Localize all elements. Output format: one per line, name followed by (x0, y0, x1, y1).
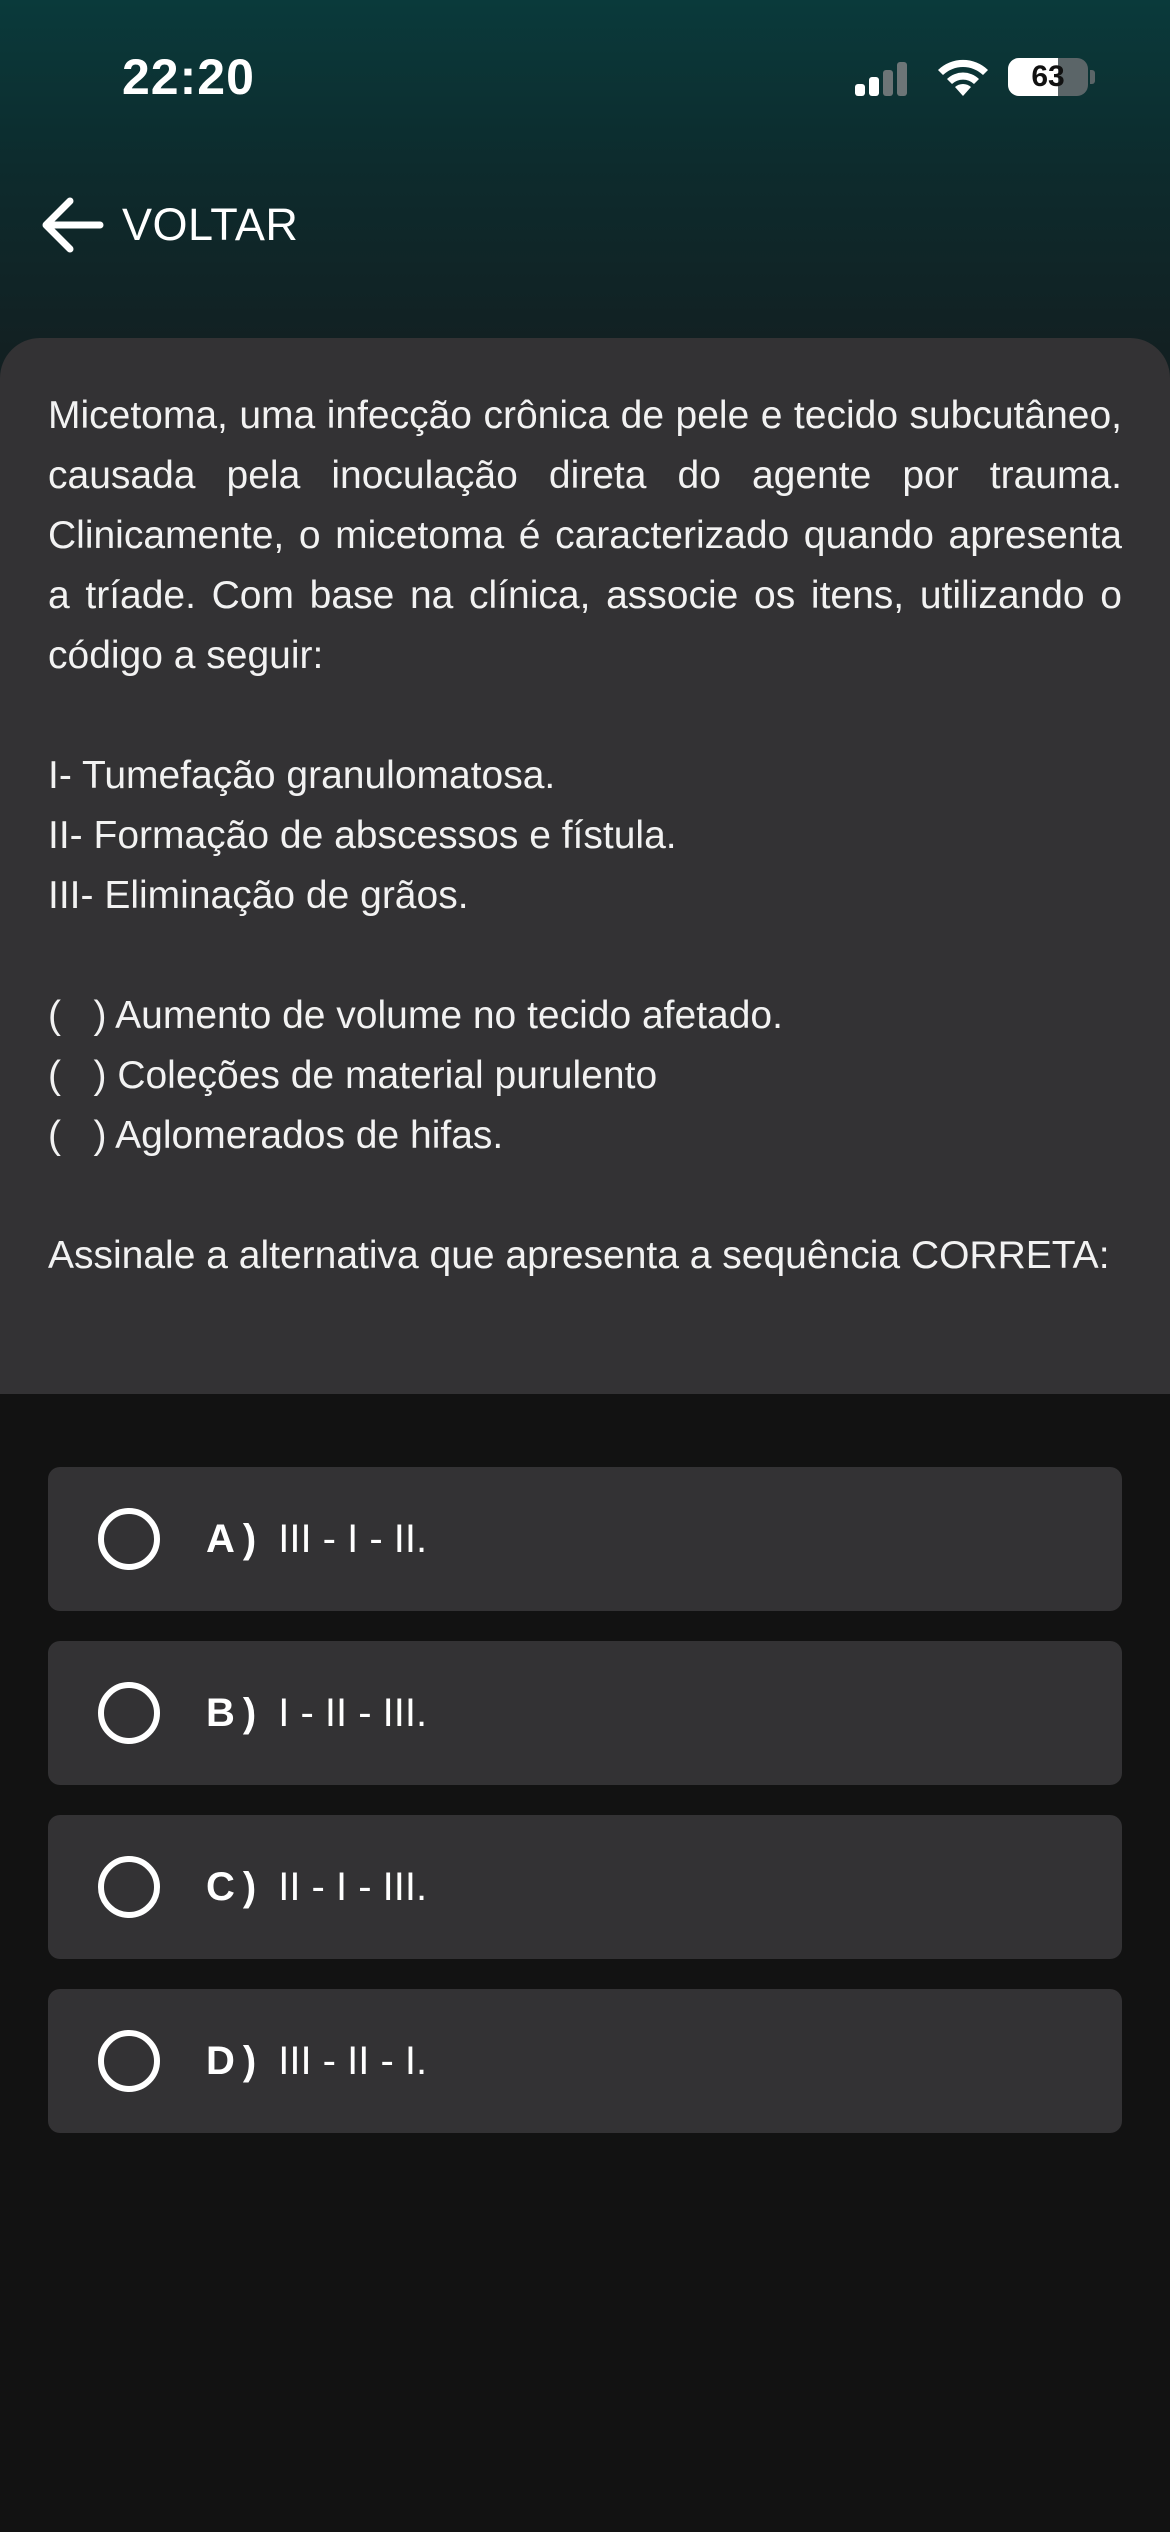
battery-percentage: 63 (1031, 60, 1065, 93)
radio-unchecked-icon[interactable] (98, 1508, 160, 1570)
back-label: VOLTAR (122, 199, 299, 250)
wifi-icon (935, 56, 991, 98)
cellular-signal-icon (855, 60, 915, 96)
option-paren: ) (242, 2038, 257, 2083)
battery-icon (1008, 58, 1088, 96)
battery-tip (1090, 70, 1095, 84)
radio-unchecked-icon[interactable] (98, 1856, 160, 1918)
option-c[interactable] (48, 1815, 1122, 1959)
question-item: III- Eliminação de grãos. (48, 874, 469, 917)
option-paren: ) (242, 1690, 257, 1735)
option-letter: D (206, 2038, 235, 2083)
radio-unchecked-icon[interactable] (98, 1682, 160, 1744)
question-item: II- Formação de abscessos e fístula. (48, 814, 677, 857)
option-letter: B (206, 1690, 235, 1735)
association-item: ( ) Aglomerados de hifas. (48, 1114, 504, 1157)
option-letter: A (206, 1516, 235, 1561)
option-b[interactable] (48, 1641, 1122, 1785)
option-text: II - I - III. (278, 1864, 428, 1909)
option-paren: ) (242, 1516, 257, 1561)
status-time: 22:20 (122, 49, 255, 105)
status-bar (0, 0, 1170, 150)
option-text: III - I - II. (278, 1516, 428, 1561)
radio-unchecked-icon[interactable] (98, 2030, 160, 2092)
arrow-left-icon (40, 195, 106, 255)
option-text: I - II - III. (278, 1690, 428, 1735)
option-d[interactable] (48, 1989, 1122, 2133)
question-intro: Micetoma, uma infecção crônica de pele e tecido subcutâneo, causada pela inoculação direta do agente por trauma. Clinicamente, o micetoma é caracterizado quando apresenta a tríade. Com base na clínica, associe os itens, utilizando o código a seguir: (48, 394, 1122, 677)
association-item: ( ) Aumento de volume no tecido afetado. (48, 994, 783, 1037)
question-card (0, 338, 1170, 1394)
option-text: III - II - I. (278, 2038, 428, 2083)
option-paren: ) (242, 1864, 257, 1909)
question-item: I- Tumefação granulomatosa. (48, 754, 556, 797)
option-letter: C (206, 1864, 235, 1909)
option-a[interactable] (48, 1467, 1122, 1611)
association-item: ( ) Coleções de material purulento (48, 1054, 658, 1097)
back-button[interactable] (40, 190, 298, 260)
question-prompt: Assinale a alternativa que apresenta a sequência CORRETA: (48, 1234, 1110, 1277)
